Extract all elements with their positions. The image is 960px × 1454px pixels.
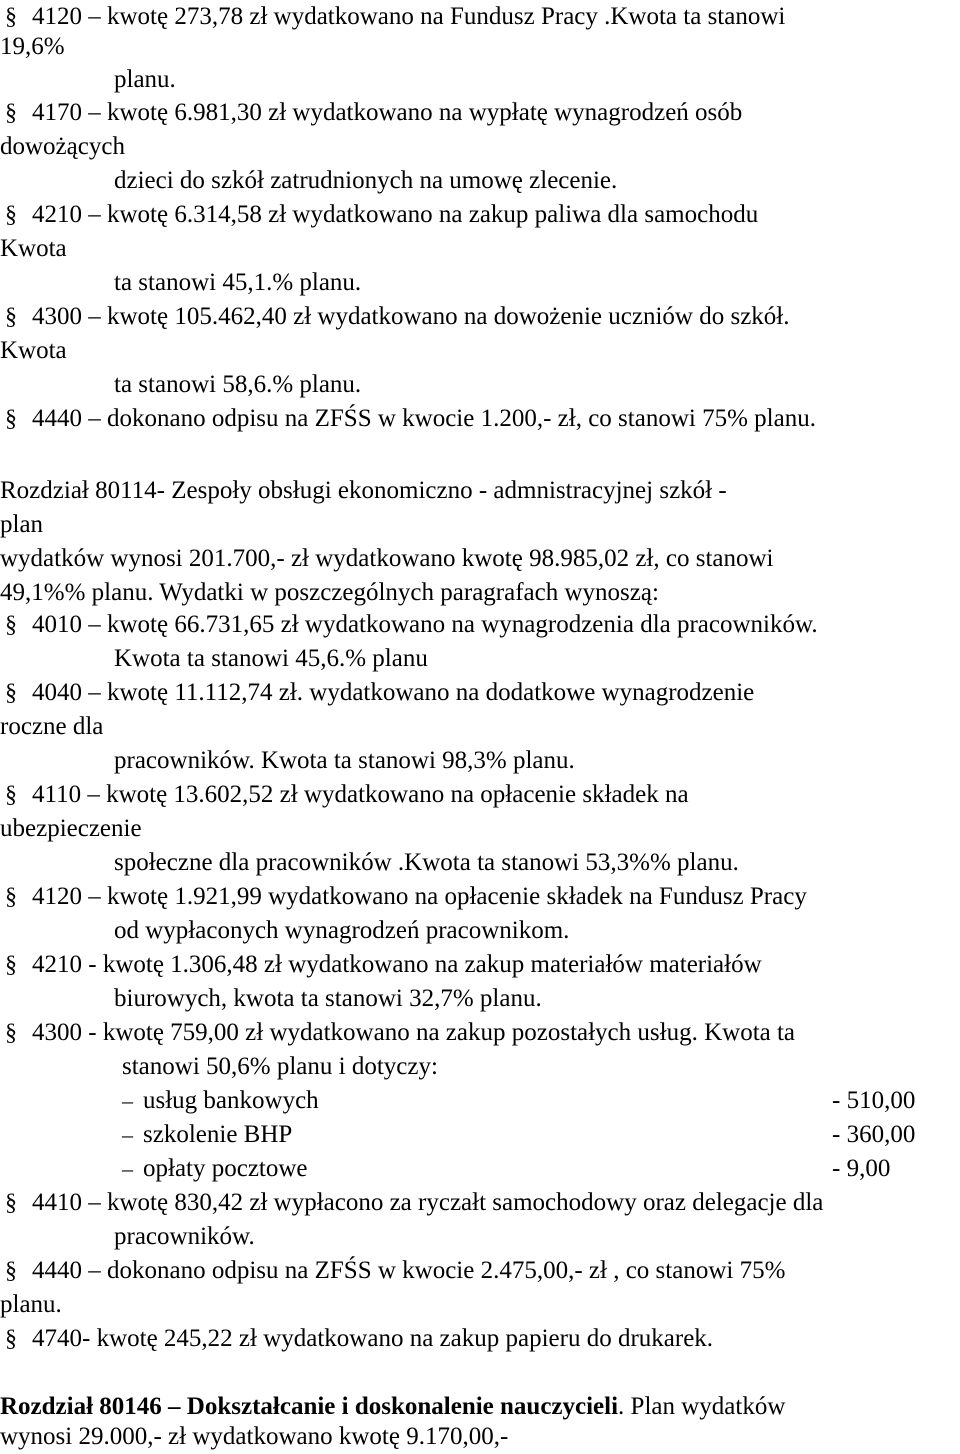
continuation-line: planu. (114, 66, 176, 93)
section-sign-icon: § (5, 1258, 17, 1284)
list-item: – usług bankowych (122, 1084, 319, 1118)
list-item: – szkolenie BHP (122, 1118, 292, 1152)
continuation-line: planu. (0, 1291, 62, 1318)
par-4440-line: § 4440 – dokonano odpisu na ZFŚS w kwocie 2.475,00,- zł , co stanowi 75% (0, 1254, 785, 1288)
par-4010-line: § 4010 – kwotę 66.731,65 zł wydatkowano na wynagrodzenia dla pracowników. (0, 608, 818, 642)
par-4210-line: § 4210 - kwotę 1.306,48 zł wydatkowano na zakup materiałów materiałów (0, 948, 762, 982)
continuation-line: biurowych, kwota ta stanowi 32,7% planu. (114, 985, 542, 1012)
section-sign-icon: § (5, 304, 17, 330)
section-sign-icon: § (5, 202, 17, 228)
continuation-line: pracowników. Kwota ta stanowi 98,3% planu. (114, 747, 575, 774)
dash-icon: – (122, 1088, 133, 1113)
list-item: – opłaty pocztowe (122, 1152, 308, 1186)
section-sign-icon: § (5, 612, 17, 638)
section-sign-icon: § (5, 884, 17, 910)
dash-icon: – (122, 1122, 133, 1147)
continuation-line: ta stanowi 45,1.% planu. (114, 269, 362, 296)
continuation-line: 49,1%% planu. Wydatki w poszczególnych paragrafach wynoszą: (0, 579, 659, 606)
par-4410-line: § 4410 – kwotę 830,42 zł wypłacono za ryczałt samochodowy oraz delegacje dla (0, 1186, 823, 1220)
par-4440-line: § 4440 – dokonano odpisu na ZFŚS w kwocie 1.200,- zł, co stanowi 75% planu. (0, 402, 816, 436)
chapter-80146-heading: Rozdział 80146 – Dokształcanie i doskonalenie nauczycieli. Plan wydatków (0, 1393, 786, 1420)
section-sign-icon: § (5, 1020, 17, 1046)
par-4040-line: § 4040 – kwotę 11.112,74 zł. wydatkowano na dodatkowe wynagrodzenie (0, 676, 754, 710)
par-4300-line: § 4300 - kwotę 759,00 zł wydatkowano na zakup pozostałych usług. Kwota ta (0, 1016, 795, 1050)
continuation-line: roczne dla (0, 713, 104, 740)
continuation-line: plan (0, 511, 44, 538)
continuation-line: ta stanowi 58,6.% planu. (114, 371, 362, 398)
par-4300-line: § 4300 – kwotę 105.462,40 zł wydatkowano na dowożenie uczniów do szkół. (0, 300, 789, 334)
continuation-line: pracowników. (114, 1223, 255, 1250)
continuation-line: Kwota (0, 235, 67, 262)
continuation-line: Kwota (0, 337, 67, 364)
section-sign-icon: § (5, 1190, 17, 1216)
section-sign-icon: § (5, 100, 17, 126)
par-4170-line: § 4170 – kwotę 6.981,30 zł wydatkowano na wypłatę wynagrodzeń osób (0, 96, 742, 130)
section-sign-icon: § (5, 782, 17, 808)
continuation-line: społeczne dla pracowników .Kwota ta stanowi 53,3%% planu. (114, 849, 739, 876)
chapter-80114-heading: Rozdział 80114- Zespoły obsługi ekonomiczno - admnistracyjnej szkół - (0, 477, 727, 504)
amount-value: - 9,00 (832, 1155, 891, 1182)
par-4110-line: § 4110 – kwotę 13.602,52 zł wydatkowano na opłacenie składek na (0, 778, 689, 812)
par-4740-line: § 4740- kwotę 245,22 zł wydatkowano na zakup papieru do drukarek. (0, 1322, 713, 1356)
continuation-line: wynosi 29.000,- zł wydatkowano kwotę 9.170,00,- (0, 1423, 509, 1450)
continuation-line: dowożących (0, 133, 125, 160)
section-sign-icon: § (5, 4, 17, 30)
par-4210-line: § 4210 – kwotę 6.314,58 zł wydatkowano na zakup paliwa dla samochodu (0, 198, 758, 232)
dash-icon: – (122, 1156, 133, 1181)
continuation-line: stanowi 50,6% planu i dotyczy: (122, 1053, 438, 1080)
amount-value: - 360,00 (832, 1121, 916, 1148)
continuation-line: 19,6% (0, 33, 65, 60)
section-sign-icon: § (5, 952, 17, 978)
continuation-line: od wypłaconych wynagrodzeń pracownikom. (114, 917, 570, 944)
continuation-line: wydatków wynosi 201.700,- zł wydatkowano kwotę 98.985,02 zł, co stanowi (0, 545, 774, 572)
section-sign-icon: § (5, 406, 17, 432)
section-sign-icon: § (5, 1326, 17, 1352)
amount-value: - 510,00 (832, 1087, 916, 1114)
continuation-line: ubezpieczenie (0, 815, 142, 842)
continuation-line: Kwota ta stanowi 45,6.% planu (114, 645, 428, 672)
par-4120-line: § 4120 – kwotę 273,78 zł wydatkowano na Fundusz Pracy .Kwota ta stanowi (0, 0, 785, 34)
continuation-line: dzieci do szkół zatrudnionych na umowę zlecenie. (114, 167, 618, 194)
par-4120-line: § 4120 – kwotę 1.921,99 wydatkowano na opłacenie składek na Fundusz Pracy (0, 880, 807, 914)
section-sign-icon: § (5, 680, 17, 706)
